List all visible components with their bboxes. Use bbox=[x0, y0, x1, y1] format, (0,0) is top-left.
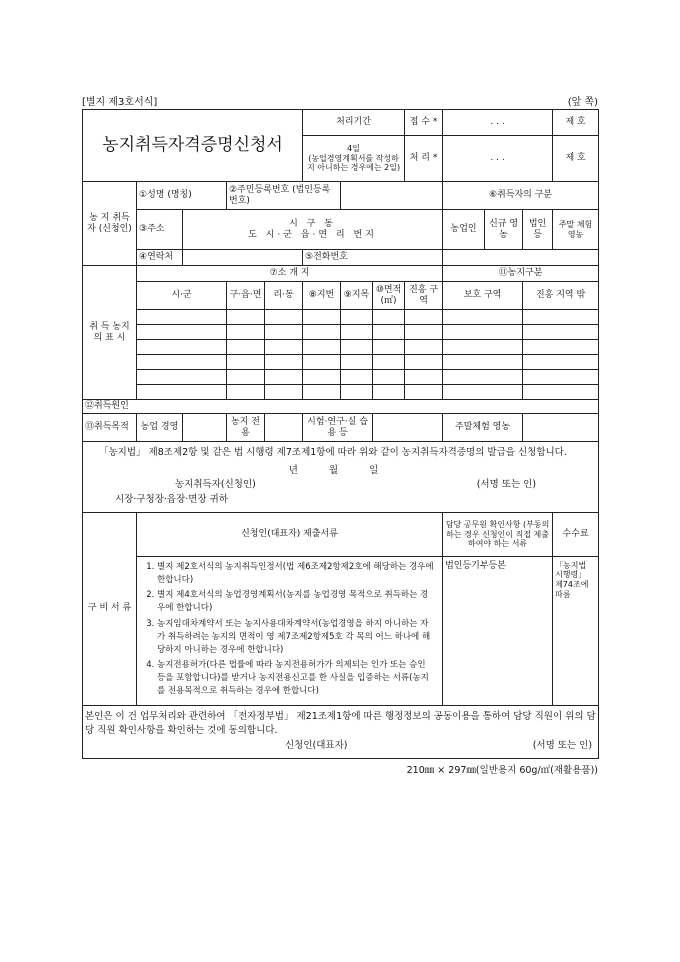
acquirer-type-label: ⑥취득자의 구분 bbox=[443, 182, 599, 210]
purpose-research[interactable]: 시험·연구·실 습용 등 bbox=[303, 414, 373, 442]
acquisition-purpose-label: ⑬취득목적 bbox=[83, 414, 137, 442]
col-land-category: ⑨지목 bbox=[341, 282, 373, 310]
type-corporation[interactable]: 법인 등 bbox=[523, 210, 553, 250]
col-area: ⑩면적 (㎡) bbox=[373, 282, 405, 310]
type-weekend-farming[interactable]: 주말 체험 영농 bbox=[553, 210, 599, 250]
list-item: 1. 별지 제2호서식의 농지취득인정서(법 제6조제2항제2호에 해당하는 경우에 한합니다) bbox=[157, 561, 436, 587]
form-header bbox=[82, 96, 598, 109]
purpose-research-check[interactable] bbox=[373, 414, 443, 442]
table-row[interactable] bbox=[83, 385, 599, 400]
side-label: (앞 쪽) bbox=[567, 97, 598, 108]
purpose-weekend-check[interactable] bbox=[523, 414, 599, 442]
type-check-cells[interactable] bbox=[443, 250, 599, 266]
statement-text: 「농지법」 제8조제2항 및 같은 법 시행령 제7조제1항에 따라 위와 같이 농지취득자격증명의 발급을 신청합니다. bbox=[99, 447, 567, 458]
col-promotion-zone: 진흥 구역 bbox=[405, 282, 443, 310]
table-row[interactable] bbox=[83, 325, 599, 340]
type-new-farming[interactable]: 신규 영농 bbox=[485, 210, 523, 250]
processing-period bbox=[303, 136, 405, 182]
type-farmer[interactable]: 농업인 bbox=[443, 210, 485, 250]
table-row[interactable] bbox=[83, 370, 599, 385]
purpose-farming[interactable]: 농업 경영 bbox=[137, 414, 183, 442]
consent-block bbox=[83, 705, 599, 758]
col-protection-zone: 보호 구역 bbox=[443, 282, 523, 310]
name-label: ①성명 (명칭) bbox=[137, 182, 227, 210]
address-line-1: 시 구 동 bbox=[289, 218, 336, 229]
col-village: 리·동 bbox=[265, 282, 303, 310]
list-item: 3. 농지임대차계약서 또는 농지사용대차계약서(농업경영을 하지 아니하는 자가 취득하려는 농지의 면적이 영 제7조제2항제5호 각 목의 어느 하나에 해당하지 아니하는 경우에 한합니다) bbox=[157, 618, 436, 658]
receipt-date[interactable]: . . . bbox=[443, 110, 553, 136]
land-category-label: ⑪농지구분 bbox=[443, 266, 599, 282]
address-line-2: 도 시·군 읍·면 리 번지 bbox=[248, 229, 377, 240]
verify-item: 법인등기부등본 bbox=[443, 556, 553, 705]
receipt-number[interactable]: 제 호 bbox=[553, 110, 599, 136]
table-row[interactable] bbox=[83, 340, 599, 355]
contact-label: ④연락처 bbox=[137, 250, 183, 266]
consent-signer: 신청인(대표자) bbox=[285, 740, 348, 752]
table-row[interactable] bbox=[83, 355, 599, 370]
processing-note: (농업경영계획서를 작성하지 아니하는 경우에는 2일) bbox=[306, 153, 401, 173]
processing-period-label: 처리기간 bbox=[303, 110, 405, 136]
list-item: 2. 별지 제4호서식의 농업경영계획서(농지를 농업경영 목적으로 취득하는 경우에 한합니다) bbox=[157, 589, 436, 615]
process-number[interactable]: 제 호 bbox=[553, 136, 599, 182]
contact-field[interactable] bbox=[183, 250, 303, 266]
id-number-field[interactable] bbox=[341, 182, 443, 210]
paper-spec: 210㎜ × 297㎜(일반용지 60g/㎡(재활용품)) bbox=[406, 764, 598, 776]
consent-sign[interactable]: (서명 또는 인) bbox=[532, 740, 593, 752]
fee-header: 수수료 bbox=[553, 512, 599, 556]
verify-header: 담당 공무원 확인사항 (부동의하는 경우 신청인이 직접 제출하여야 하는 서류 bbox=[443, 512, 553, 556]
phone-label: ⑤전화번호 bbox=[303, 250, 443, 266]
col-town: 구·읍·면 bbox=[227, 282, 265, 310]
id-number-label: ②주민등록번호 (법인등록번호) bbox=[227, 182, 341, 210]
consent-text: 본인은 이 건 업무처리와 관련하여 「전자정부법」 제21조제1항에 따른 행정정보의 공동이용을 통하여 담당 직원이 위의 담당 직원 확인사항을 확인하는 것에 동의합니다. bbox=[85, 710, 596, 737]
address-field[interactable] bbox=[183, 210, 443, 250]
form-number: [별지 제3호서식] bbox=[82, 97, 158, 108]
statement-applicant: 농지취득자(신청인) bbox=[175, 479, 256, 491]
land-location-label: ⑦소 개 지 bbox=[137, 266, 443, 282]
receipt-label: 접 수 * bbox=[405, 110, 443, 136]
form-title: 농지취득자격증명신청서 bbox=[83, 110, 303, 182]
statement-sign[interactable]: (서명 또는 인) bbox=[476, 479, 537, 491]
process-date[interactable]: . . . bbox=[443, 136, 553, 182]
land-label: 취 득 농지의 표 시 bbox=[83, 266, 137, 400]
required-documents-label: 구 비 서 류 bbox=[83, 512, 137, 705]
list-item: 4. 농지전용허가(다른 법률에 따라 농지전용허가가 의제되는 인가 또는 승인 등을 포함합니다)를 받거나 농지전용신고를 한 사실을 입증하는 서류(농지를 전용목적으로 취득하는 경우에 한합니다) bbox=[157, 659, 436, 699]
form-table bbox=[82, 109, 599, 759]
submit-docs-header: 신청인(대표자) 제출서류 bbox=[137, 512, 443, 556]
statement-date[interactable]: 년 월 일 bbox=[288, 464, 393, 476]
col-city: 시·군 bbox=[137, 282, 227, 310]
col-outside-zone: 진흥 지역 밖 bbox=[523, 282, 599, 310]
purpose-farming-check[interactable] bbox=[183, 414, 227, 442]
process-label: 처 리 * bbox=[405, 136, 443, 182]
purpose-conversion-check[interactable] bbox=[265, 414, 303, 442]
purpose-conversion[interactable]: 농지 전용 bbox=[227, 414, 265, 442]
fee-basis: 「농지법 시행령」 제74조에 따름 bbox=[553, 556, 599, 705]
statement-recipient: 시장·구청장·읍장·면장 귀하 bbox=[115, 494, 229, 506]
submit-docs-list bbox=[137, 556, 443, 705]
acquisition-cause-label[interactable]: ⑫취득원인 bbox=[83, 400, 599, 414]
application-form bbox=[82, 96, 598, 776]
table-row[interactable] bbox=[83, 310, 599, 325]
address-label: ③주소 bbox=[137, 210, 183, 250]
application-statement bbox=[83, 442, 599, 513]
processing-days: 4일 bbox=[347, 144, 360, 154]
applicant-label: 농 지 취득자 (신청인) bbox=[83, 182, 137, 266]
purpose-weekend[interactable]: 주말체험 영농 bbox=[443, 414, 523, 442]
col-lot-number: ⑧지번 bbox=[303, 282, 341, 310]
